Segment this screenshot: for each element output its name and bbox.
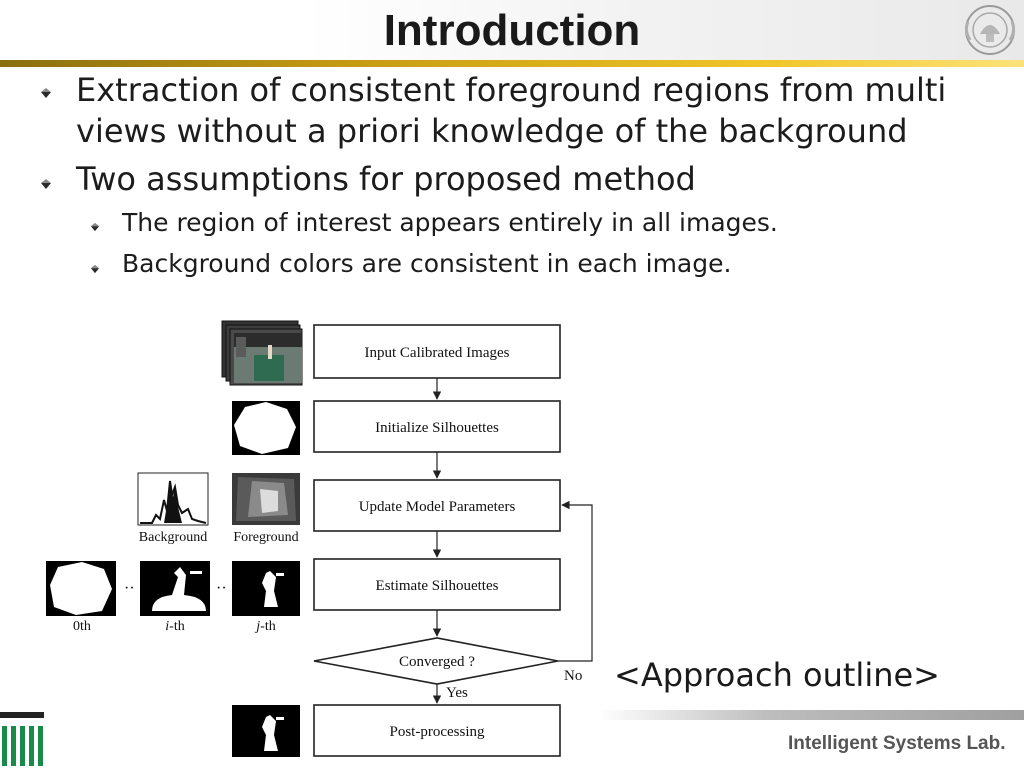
ith-silhouette-image xyxy=(140,561,210,616)
no-label: No xyxy=(564,668,583,684)
university-seal-icon xyxy=(962,4,1018,56)
decision-diamond xyxy=(314,638,558,684)
bullet-1-line-1: Extraction of consistent foreground regions from multi xyxy=(76,71,947,109)
ith-suffix: -th xyxy=(169,619,185,634)
bullet-icon xyxy=(40,87,52,99)
ellipsis-text: ·· xyxy=(124,580,135,597)
step-estimate-box xyxy=(314,559,560,610)
jth-label xyxy=(254,619,275,634)
sub-bullet-icon xyxy=(90,264,100,274)
bullet-1-line-2: views without a priori knowledge of the background xyxy=(76,112,908,150)
zeroth-label: 0th xyxy=(73,619,91,634)
ellipsis-text: ·· xyxy=(216,580,227,597)
approach-caption: <Approach outline> xyxy=(614,656,940,694)
foreground-label: Foreground xyxy=(233,530,299,545)
loop-back-arrow xyxy=(558,505,592,661)
step-input-label: Input Calibrated Images xyxy=(364,345,510,361)
zeroth-silhouette-image xyxy=(46,561,116,616)
step-postprocess-label: Post-processing xyxy=(389,724,485,740)
bullet-icon xyxy=(40,178,52,190)
step-update-box xyxy=(314,480,560,531)
background-histogram xyxy=(138,473,208,525)
approach-flowchart xyxy=(40,315,610,765)
jth-suffix: -th xyxy=(260,619,276,634)
foreground-model-image xyxy=(232,473,300,525)
initial-silhouette-image xyxy=(232,401,300,455)
step-input-box xyxy=(314,325,560,378)
sub-bullet-2: Background colors are consistent in each image. xyxy=(122,249,732,278)
step-initialize-box xyxy=(314,401,560,452)
background-label: Background xyxy=(138,530,208,545)
step-update-label: Update Model Parameters xyxy=(358,499,516,515)
ith-italic: i xyxy=(165,619,170,634)
decision-label: Converged ? xyxy=(399,654,475,670)
footer-bar xyxy=(598,710,1024,720)
step-postprocess-box xyxy=(314,705,560,756)
ith-label xyxy=(165,619,184,634)
step-initialize-label: Initialize Silhouettes xyxy=(375,420,499,436)
yes-label: Yes xyxy=(446,685,468,701)
step-estimate-label: Estimate Silhouettes xyxy=(375,578,499,594)
jth-silhouette-image xyxy=(232,561,300,616)
title-rule xyxy=(0,60,1024,67)
jth-italic: j xyxy=(256,619,261,634)
slide-title: Introduction xyxy=(383,6,641,55)
lab-logo-icon xyxy=(0,712,44,768)
input-image-stack xyxy=(222,321,302,385)
sub-bullet-icon xyxy=(90,222,100,232)
sub-bullet-1: The region of interest appears entirely in all images. xyxy=(122,208,778,237)
bullet-2: Two assumptions for proposed method xyxy=(76,160,696,198)
footer-lab-name: Intelligent Systems Lab. xyxy=(788,733,1006,754)
final-silhouette-image xyxy=(232,705,300,757)
